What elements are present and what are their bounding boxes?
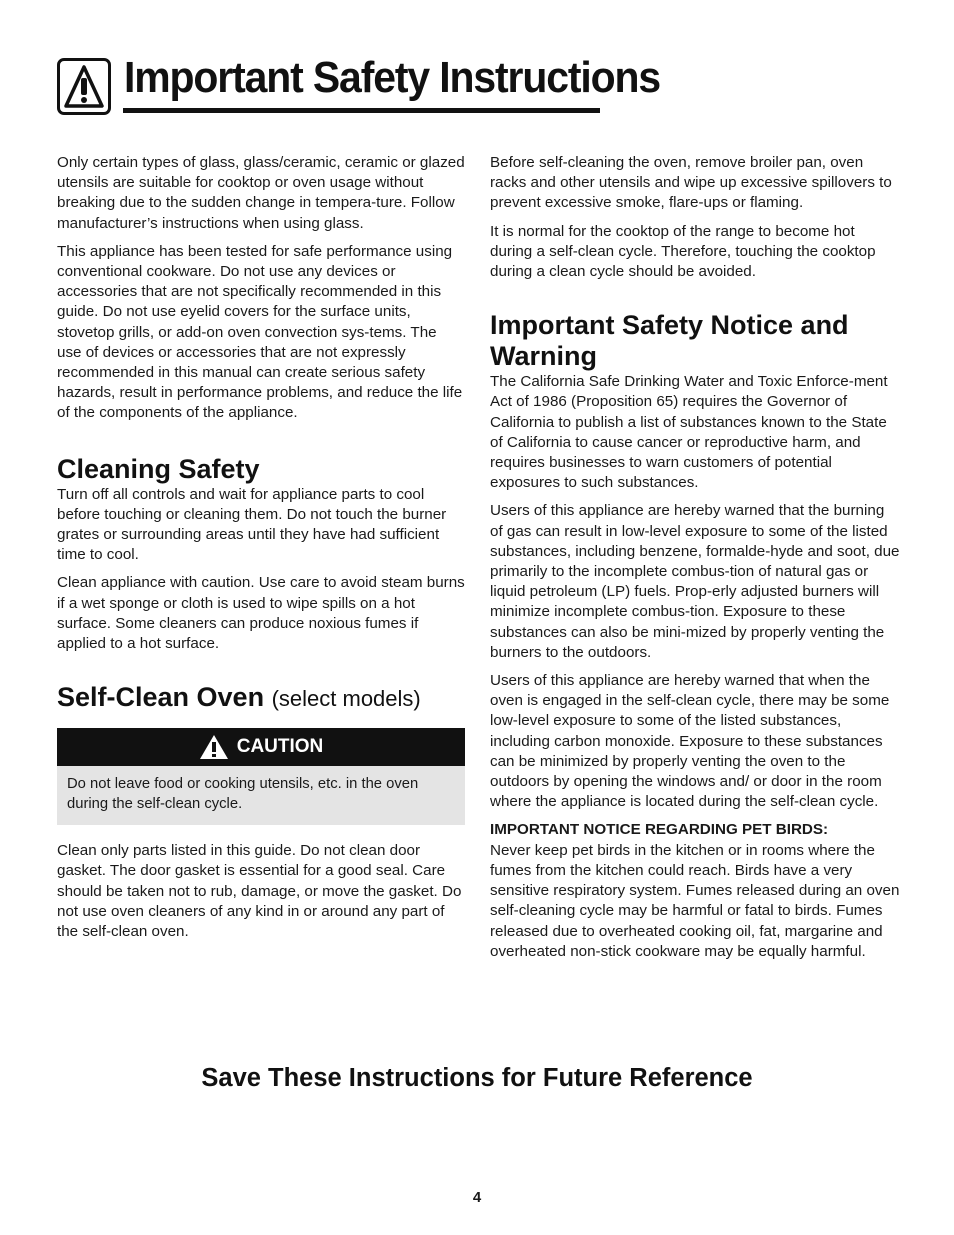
self-clean-paragraph: Clean only parts listed in this guide. Do not clean door gasket. The door gasket is essential for a good seal. Care should be taken not to rub, damage, or move the gasket. Do not use oven cleaners of any kind in or around any part of the self-clean oven. [57,842,462,941]
pet-birds-paragraph: Never keep pet birds in the kitchen or in rooms where the fumes from the kitchen could reach. Birds have a very sensitive respiratory system. Fumes released during an oven self-cleaning cycle may be harmful or fatal to birds. Fumes released due to overheated cooking oil, fat, margarine and overheated non-stick cookware may be equally harmful. [490,841,900,960]
right-paragraph-2: It is normal for the cooktop of the range to become hot during a self-clean cycle. Therefore, touching the cooktop during a clean cycle should be avoided. [490,222,876,281]
caution-label: CAUTION [236,736,324,758]
page-header [57,53,661,117]
cleaning-safety-heading: Cleaning Safety [57,453,260,484]
cleaning-paragraph-2: Clean appliance with caution. Use care to avoid steam burns if a wet sponge or cloth is used to wipe spills on a hot surface. Some cleaners can produce noxious fumes if applied to a hot surface. [57,574,465,653]
right-column [490,153,900,970]
self-clean-title: Self-Clean Oven [57,682,265,713]
intro-paragraph-1: Only certain types of glass, glass/ceramic, ceramic or glazed utensils are suitable for cooktop or oven usage without breaking due to the sudden change in tempera-ture. Follow manufacturer’s instructions when using glass. [57,154,465,232]
page-title: Important Safety Instructions [124,53,661,102]
caution-text: Do not leave food or cooking utensils, etc. in the oven during the self-clean cycle. [57,766,465,825]
notice-paragraph-1: The California Safe Drinking Water and Toxic Enforce-ment Act of 1986 (Proposition 65) requires the Governor of California to publish a list of substances known to the State of California to cause cancer or reproductive harm, and requires businesses to warn customers of potential exposures to such substances. [490,373,888,492]
notice-paragraph-3: Users of this appliance are hereby warned that when the oven is engaged in the self-clean cycle, there may be some low-level exposure to some of the listed substances, including carbon monoxide. Exposure to these substances can be minimized by properly venting the oven to the outdoors by opening the windows and/ or door in the room where the appliance is located during the self-clean cycle. [490,672,890,811]
right-paragraph-1: Before self-cleaning the oven, remove broiler pan, oven racks and other utensils and wipe up excessive spillovers to prevent excessive smoke, flare-ups or flaming. [490,154,892,212]
pet-birds-heading: IMPORTANT NOTICE REGARDING PET BIRDS: [490,821,829,839]
save-instructions-title: Save These Instructions for Future Reference [201,1064,753,1092]
cleaning-paragraph-1: Turn off all controls and wait for appliance parts to cool before touching or cleaning them. Do not touch the burner grates or surrounding areas until they have had sufficient time to cool. [57,485,447,564]
self-clean-heading [57,682,465,714]
self-clean-subtitle: (select models) [271,686,421,712]
caution-box [57,728,465,825]
title-underline [123,108,600,113]
left-column [57,153,465,950]
safety-notice-heading: Important Safety Notice and Warning [490,310,849,372]
caution-bar [57,728,465,766]
intro-paragraph-2: This appliance has been tested for safe performance using conventional cookware. Do not use any devices or accessories that are not specifically recommended in this guide. Do not use eyelid covers for the surface units, stovetop grills, or add-on oven convection sys-tems. The use of devices or accessories that are not expressly recommended in this manual can create serious safety hazards, result in performance problems, and reduce the life of the components of the appliance. [57,242,463,422]
warning-triangle-icon [57,58,111,115]
page-number: 4 [472,1189,482,1206]
notice-paragraph-2: Users of this appliance are hereby warned that the burning of gas can result in low-level exposure to some of the listed substances, including benzene, formalde-hyde and soot, due primarily to the incomplete combus-tion of natural gas or liquid petroleum (LP) fuels. Prop-erly adjusted burners will minimize incomplete combus-tion. Exposure to these substances can also be mini-mized by properly venting the burners to the outdoors. [490,502,900,661]
caution-warning-icon [199,734,229,760]
